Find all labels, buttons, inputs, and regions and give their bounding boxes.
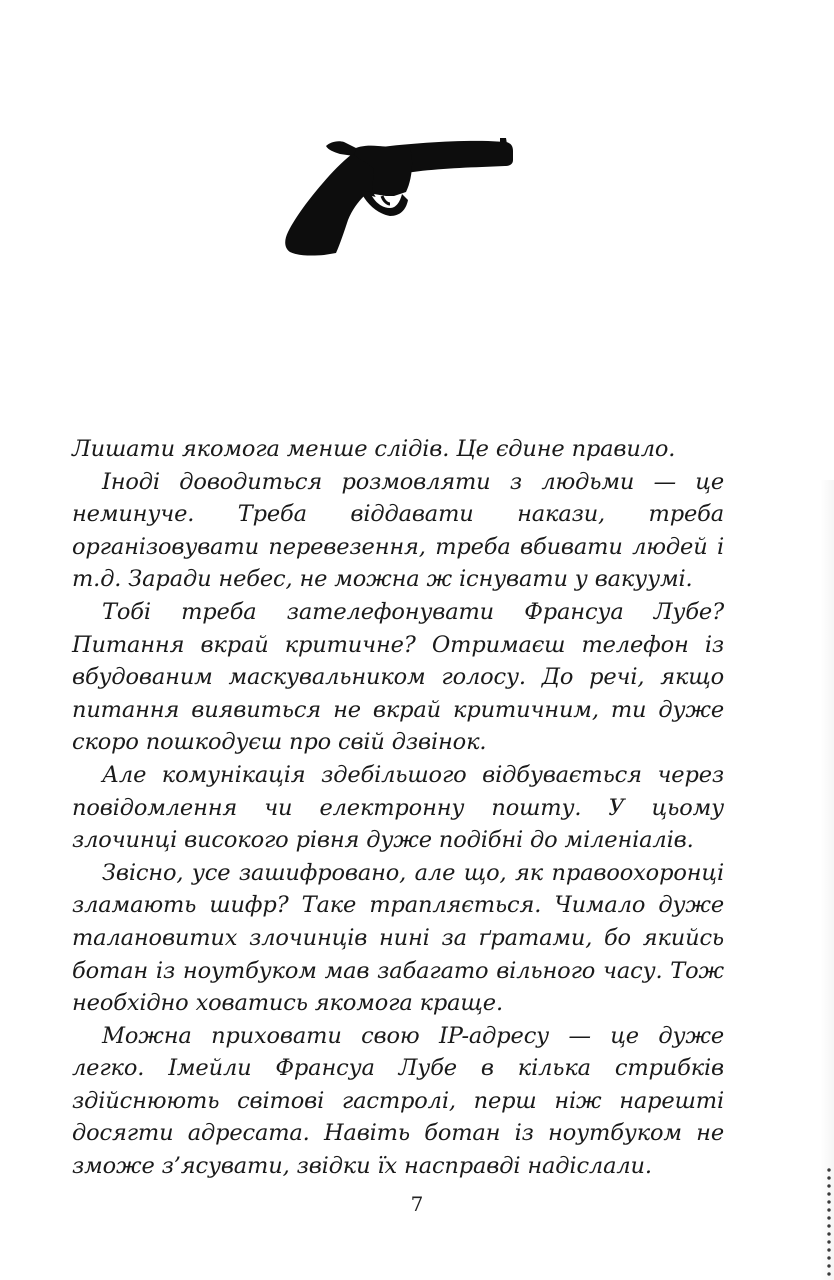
page-number: 7 — [410, 1192, 424, 1216]
paragraph: Лишати якомога менше слідів. Це єдине правило. — [72, 436, 676, 462]
paragraph: Іноді доводиться розмовляти з людьми — це неминуче. Треба віддавати накази, треба організовувати перевезення, треба вбивати людей і т.д. Заради небес, не можна ж існувати у вакуумі. — [72, 468, 724, 593]
paragraph: Але комунікація здебільшого відбувається через повідомлення чи електронну пошту. У цьому злочинці високого рівня дуже подібні до міленіалів. — [72, 761, 724, 854]
page-edge-dots — [824, 1166, 834, 1280]
page-edge-shadow — [820, 480, 834, 1280]
body-text — [72, 433, 724, 1183]
revolver-icon — [282, 132, 514, 258]
paragraph: Звісно, усе зашифровано, але що, як правоохоронці зламають шифр? Таке трапляється. Чимало дуже талановитих злочинців нині за ґратами, бо якийсь ботан із ноутбуком мав забагато вільного часу. Тож необхідно ховатись якомога краще. — [72, 859, 724, 1017]
paragraph: Тобі треба зателефонувати Франсуа Лубе? Питання вкрай критичне? Отримаєш телефон із вбудованим маскувальником голосу. До речі, якщо питання виявиться не вкрай критичним, ти дуже скоро пошкодуєш про свій дзвінок. — [72, 598, 724, 756]
paragraph: Можна приховати свою IP-адресу — це дуже легко. Імейли Франсуа Лубе в кілька стрибків здійснюють світові гастролі, перш ніж нарешті досягти адресата. Навіть ботан із ноутбуком не зможе з’ясувати, звідки їх насправді надіслали. — [72, 1022, 724, 1180]
